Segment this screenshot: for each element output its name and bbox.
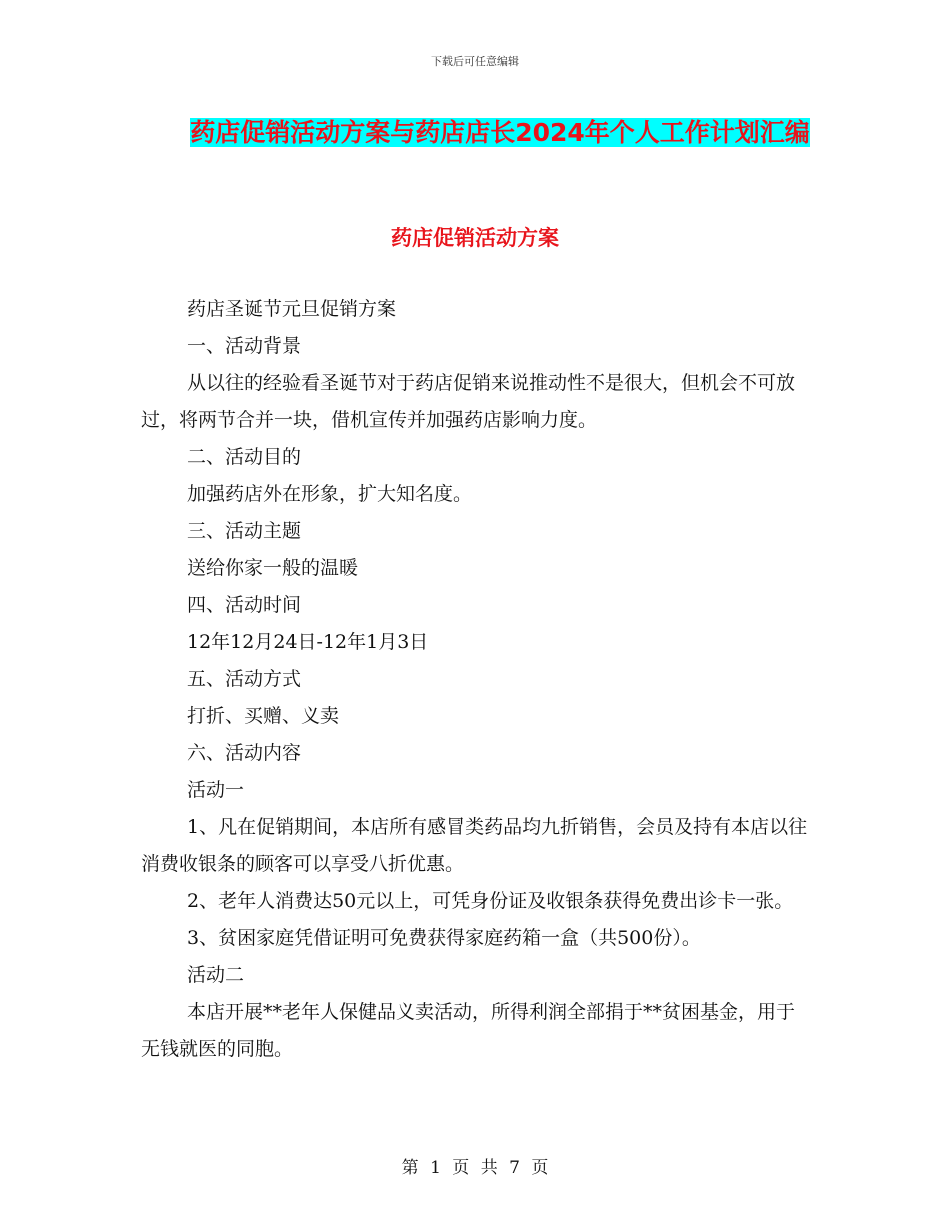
paragraph: 加强药店外在形象，扩大知名度。 <box>187 483 473 505</box>
paragraph: 12年12月24日-12年1月3日 <box>187 631 429 653</box>
paragraph: 打折、买赠、义卖 <box>187 705 340 727</box>
paragraph: 一、活动背景 <box>187 335 302 357</box>
paragraph: 四、活动时间 <box>187 594 302 616</box>
paragraph: 1、凡在促销期间，本店所有感冒类药品均九折销售，会员及持有本店以往消费收银条的顾客可以享受八折优惠。 <box>141 816 808 875</box>
paragraph: 六、活动内容 <box>187 742 302 764</box>
paragraph: 药店圣诞节元旦促销方案 <box>187 298 397 320</box>
paragraph: 活动二 <box>187 964 245 986</box>
document-title <box>160 110 840 155</box>
paragraph: 从以往的经验看圣诞节对于药店促销来说推动性不是很大，但机会不可放过，将两节合并一块，借机宣传并加强药店影响力度。 <box>141 372 796 431</box>
paragraph: 二、活动目的 <box>187 446 302 468</box>
paragraph: 三、活动主题 <box>187 520 302 542</box>
paragraph: 五、活动方式 <box>187 668 302 690</box>
paragraph: 2、老年人消费达50元以上，可凭身份证及收银条获得免费出诊卡一张。 <box>187 890 794 912</box>
paragraph: 3、贫困家庭凭借证明可免费获得家庭药箱一盒（共500份）。 <box>187 927 701 949</box>
header-note: 下载后可任意编辑 <box>431 55 519 68</box>
document-title-text: 药店促销活动方案与药店店长2024年个人工作计划汇编 <box>190 118 810 147</box>
section-title: 药店促销活动方案 <box>391 226 559 250</box>
paragraph: 送给你家一般的温暖 <box>187 557 359 579</box>
paragraph: 本店开展**老年人保健品义卖活动，所得利润全部捐于**贫困基金，用于无钱就医的同胞。 <box>141 1001 796 1060</box>
paragraph: 活动一 <box>187 779 245 801</box>
document-body <box>141 291 813 1068</box>
page-footer: 第 1 页 共 7 页 <box>401 1158 549 1178</box>
